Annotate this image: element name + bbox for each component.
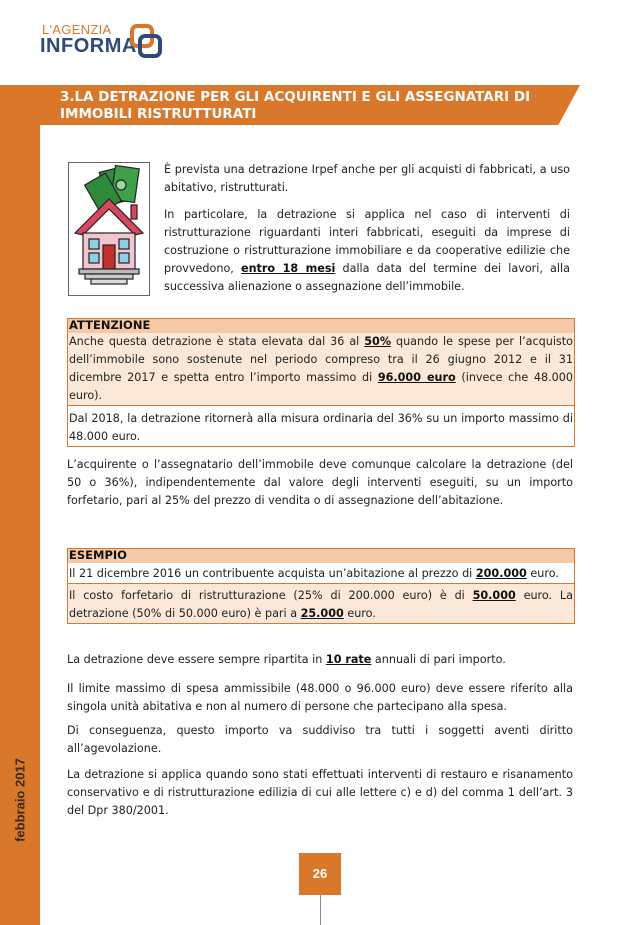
esempio-box	[67, 548, 575, 624]
attenzione-r1-c: quando le spese per l’acquisto dell’immobile sono sostenute nel periodo compreso tra il 26 giugno 2012 e il 31 dicembre 2017 e spetta entro l’importo massimo di	[69, 335, 573, 384]
bottom-p3-text: Di conseguenza, questo importo va suddiviso tra tutti i soggetti aventi diritto all’agevolazione.	[67, 724, 573, 755]
bottom-p2-text: Il limite massimo di spesa ammissibile (48.000 o 96.000 euro) deve essere riferito alla singola unità abitativa e non al numero di persone che partecipano alla spesa.	[67, 682, 573, 713]
mid-p1-text: L’acquirente o l’assegnatario dell’immobile deve comunque calcolare la detrazione (del 50 o 36%), indipendentemente dal valore degli interventi eseguiti, su un importo forfetario, pari al 25% del prezzo di vendita o di assegnazione dell’abitazione.	[67, 458, 573, 507]
bottom-p1-rate: 10 rate	[325, 653, 372, 666]
agenzia-logo	[40, 20, 160, 60]
intro-paragraph-1	[164, 161, 570, 197]
section-title: 3.LA DETRAZIONE PER GLI ACQUIRENTI E GLI ASSEGNATARI DI IMMOBILI RISTRUTTURATI	[60, 89, 531, 122]
sidebar-date-text: febbraio 2017	[12, 758, 28, 842]
attenzione-r2: Dal 2018, la detrazione ritornerà alla misura ordinaria del 36% su un importo massimo di 48.000 euro.	[69, 412, 573, 443]
attenzione-box	[67, 318, 575, 447]
house-illustration	[68, 162, 150, 296]
esempio-row-1	[67, 563, 575, 584]
attenzione-title: ATTENZIONE	[67, 318, 575, 333]
attenzione-row-2	[67, 406, 575, 447]
esempio-r2-deduction: 25.000	[300, 607, 344, 620]
attenzione-r1-percent: 50%	[364, 335, 392, 348]
esempio-r1-c: euro.	[526, 567, 559, 580]
esempio-r2-a: Il costo forfetario di ristrutturazione (25% di 200.000 euro) è di	[69, 589, 473, 602]
attenzione-r1-a: Anche questa detrazione è stata elevata dal 36 al	[69, 335, 365, 348]
bottom-p1-c: annuali di pari importo.	[371, 653, 506, 666]
attenzione-r1-amount: 96.000 euro	[377, 371, 456, 384]
intro-p1-text: È prevista una detrazione Irpef anche per gli acquisti di fabbricati, a uso abitativo, ristrutturati.	[164, 163, 570, 194]
intro-paragraph-2	[164, 206, 570, 296]
esempio-r1-a: Il 21 dicembre 2016 un contribuente acquista un’abitazione al prezzo di	[69, 567, 476, 580]
esempio-r2-c: euro. La detrazione (50% di 50.000 euro) è pari a	[69, 589, 573, 620]
mid-paragraph	[67, 456, 573, 510]
page-number: 26	[299, 853, 341, 895]
esempio-r1-price: 200.000	[475, 567, 527, 580]
logo-line-2: INFORMA	[40, 35, 137, 57]
intro-p2-after: dalla data del termine dei lavori, alla successiva alienazione o assegnazione dell’immobile.	[164, 262, 570, 293]
esempio-row-2	[67, 584, 575, 624]
bottom-p4-text: La detrazione si applica quando sono stati effettuati interventi di restauro e risanamento conservativo e di ristrutturazione edilizia di cui alle lettere c) e d) del comma 1 dell’art. 3 del Dpr 380/2001.	[67, 768, 573, 817]
bottom-p1-a: La detrazione deve essere sempre ripartita in	[67, 653, 326, 666]
page-number-line	[320, 895, 321, 925]
intro-p2-highlight: entro 18 mesi	[241, 262, 336, 275]
esempio-r2-cost: 50.000	[472, 589, 516, 602]
attenzione-row-1	[67, 333, 575, 406]
bottom-paragraph-2	[67, 680, 573, 716]
bottom-paragraph-1	[67, 651, 573, 669]
bottom-paragraph-3	[67, 722, 573, 758]
house-money-icon	[69, 163, 149, 295]
agenzia-logo-icon	[128, 20, 162, 60]
intro-p2-before: In particolare, la detrazione si applica nel caso di interventi di ristrutturazione riguardanti interi fabbricati, eseguiti da imprese di costruzione o ristrutturazione immobiliare e da cooperative edilizie che provvedono,	[164, 208, 570, 275]
logo-line-1: L'AGENZIA	[42, 22, 112, 37]
esempio-title: ESEMPIO	[67, 548, 575, 563]
attenzione-r1-e: (invece che 48.000 euro).	[69, 371, 574, 402]
esempio-r2-e: euro.	[343, 607, 376, 620]
sidebar-date	[0, 740, 40, 860]
bottom-paragraph-4	[67, 766, 573, 820]
